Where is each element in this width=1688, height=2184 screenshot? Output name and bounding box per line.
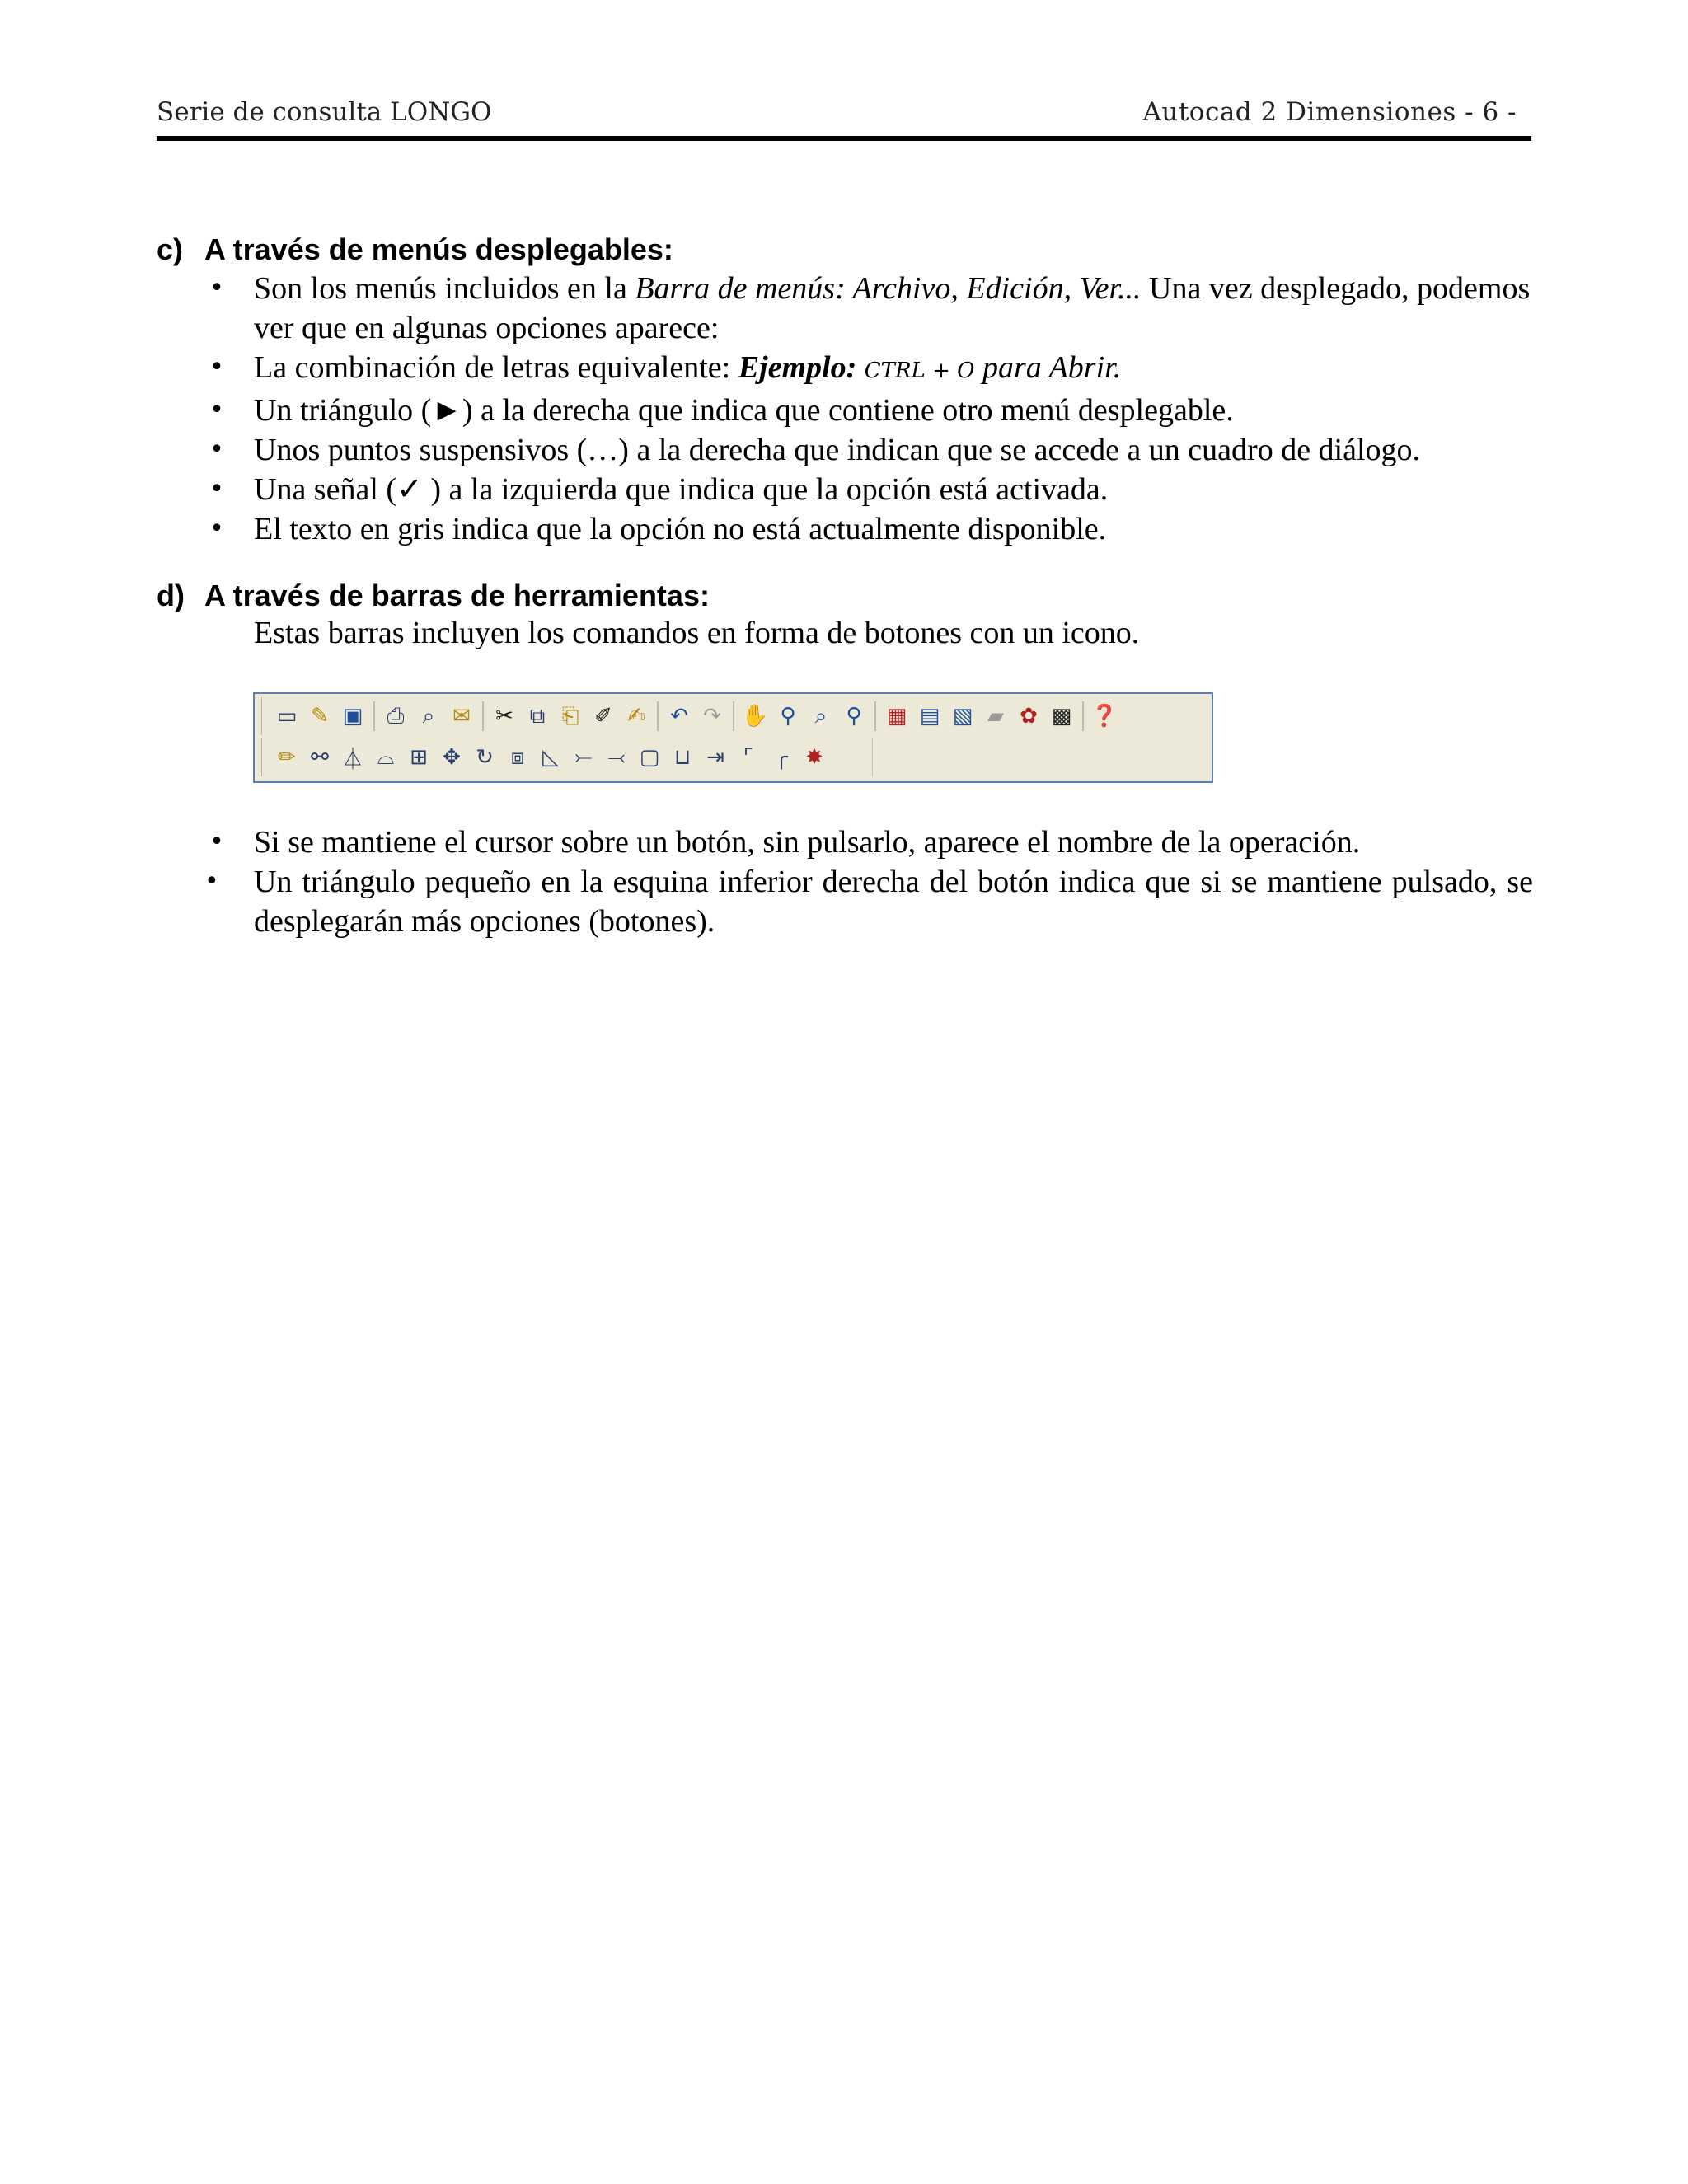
bullet-glyph: • [209, 827, 224, 856]
zoom-previous-icon[interactable]: ⚲ [846, 704, 862, 729]
toolbar-separator [373, 701, 375, 731]
print-icon[interactable]: ⎙ [387, 703, 405, 729]
trim-icon[interactable]: ⤚ [574, 744, 593, 770]
undo-icon[interactable]: ↶ [670, 704, 688, 729]
list-item [204, 862, 1533, 941]
toolbar-separator [874, 701, 876, 731]
shortcut-keys: CTRL + O [864, 359, 975, 383]
bullet-text: Un triángulo (►) a la derecha que indica que contiene otro menú desplegable. [254, 393, 1234, 428]
header-doc-title: Autocad 2 Dimensiones - 6 - [1142, 97, 1517, 127]
bullet-glyph: • [204, 867, 219, 896]
join-icon[interactable]: ⇥ [706, 745, 724, 770]
bullet-text: La combinación de letras equivalente: [254, 350, 738, 385]
new-icon[interactable]: ▭ [276, 704, 298, 729]
bullet-text: El texto en gris indica que la opción no está actualmente disponible. [254, 512, 1107, 546]
toolbar-separator [482, 701, 484, 731]
autocad-toolbar-image [253, 692, 1213, 783]
array-icon[interactable]: ⊞ [410, 745, 428, 770]
bullet-glyph: • [209, 396, 224, 424]
copy-icon[interactable]: ⧉ [529, 703, 546, 729]
bullet-glyph: • [209, 274, 224, 302]
list-item [204, 509, 1533, 549]
print-preview-icon[interactable]: ⌕ [422, 703, 435, 729]
bullet-italic-text: para Abrir. [982, 350, 1122, 385]
bullet-glyph: • [209, 353, 224, 382]
stretch-icon[interactable]: ◺ [542, 745, 559, 770]
offset-icon[interactable]: ⌓ [377, 744, 395, 770]
header-series-title: Serie de consulta LONGO [157, 97, 492, 127]
copy-object-icon[interactable]: ⚯ [311, 745, 329, 770]
redo-icon[interactable]: ↷ [703, 704, 721, 729]
list-item [204, 269, 1533, 348]
paste-icon[interactable]: ⎗ [561, 703, 579, 729]
save-icon[interactable]: ▣ [342, 704, 363, 729]
list-item [204, 430, 1533, 470]
example-label: Ejemplo: [738, 350, 857, 385]
section-c-title: A través de menús desplegables: [204, 232, 673, 266]
bullet-text: Unos puntos suspensivos (…) a la derecha que indican que se accede a un cuadro de diálogo. [254, 433, 1421, 467]
section-d-list [204, 823, 1533, 941]
bullet-glyph: • [209, 475, 224, 504]
section-d-letter: d) [157, 579, 185, 612]
section-d-intro: Estas barras incluyen los comandos en forma de botones con un icono. [254, 616, 1140, 650]
sheet-set-icon[interactable]: ▰ [987, 704, 1004, 729]
markup-icon[interactable]: ✿ [1020, 704, 1038, 729]
move-icon[interactable]: ✥ [443, 745, 461, 770]
list-item [204, 348, 1533, 391]
bullet-text: Si se mantiene el cursor sobre un botón, sin pulsarlo, aparece el nombre de la operación. [254, 825, 1361, 860]
toolbar-separator [1082, 701, 1084, 731]
open-icon[interactable]: ✎ [311, 704, 329, 729]
tool-palettes-icon[interactable]: ▧ [952, 704, 973, 729]
list-item [204, 823, 1533, 862]
fillet-icon[interactable]: ╭ [775, 745, 788, 770]
modify-toolbar-row [260, 738, 873, 776]
bullet-text: Una señal (✓ ) a la izquierda que indica que la opción está activada. [254, 472, 1109, 507]
bullet-italic-text: Barra de menús: Archivo, Edición, Ver... [635, 271, 1142, 306]
explode-icon[interactable]: ✸ [805, 745, 823, 770]
break-icon[interactable]: ⊔ [673, 745, 692, 770]
cut-icon[interactable]: ✂ [495, 704, 513, 729]
rotate-icon[interactable]: ↻ [476, 745, 494, 770]
erase-icon[interactable]: ✏ [278, 745, 296, 770]
scale-icon[interactable]: ⧈ [510, 744, 525, 770]
properties-icon[interactable]: ▦ [886, 704, 907, 729]
mirror-icon[interactable]: ⏃ [341, 747, 363, 772]
section-c-letter: c) [157, 232, 184, 266]
header-rule [157, 136, 1531, 141]
page-header [157, 97, 1533, 134]
extend-icon[interactable]: ⤙ [607, 744, 626, 770]
bullet-text: Un triángulo pequeño en la esquina inferior derecha del botón indica que si se mantiene pulsado, se desplegarán más opciones (botones). [254, 865, 1533, 939]
section-d-heading [157, 579, 710, 613]
section-c-heading [157, 232, 673, 267]
publish-icon[interactable]: ✉ [452, 704, 471, 729]
pan-icon[interactable]: ✋ [741, 704, 769, 729]
match-properties-icon[interactable]: ✐ [594, 704, 612, 729]
section-d-title: A través de barras de herramientas: [204, 579, 710, 612]
break-at-point-icon[interactable]: ▢ [639, 745, 660, 770]
toolbar-separator [657, 701, 659, 731]
zoom-window-icon[interactable]: ⌕ [814, 703, 828, 729]
toolbar-separator [733, 701, 734, 731]
bullet-text: Una vez desplegado, podemos ver que en algunas opciones aparece: [254, 271, 1531, 345]
chamfer-icon[interactable]: ⌜ [743, 745, 754, 770]
bullet-text: Son los menús incluidos en la [254, 271, 635, 306]
bullet-glyph: • [209, 514, 224, 543]
section-c-list [204, 269, 1533, 549]
list-item [204, 391, 1533, 430]
zoom-realtime-icon[interactable]: ⚲ [780, 704, 796, 729]
design-center-icon[interactable]: ▤ [919, 704, 940, 729]
bullet-glyph: • [209, 435, 224, 464]
list-item [204, 470, 1533, 509]
block-editor-icon[interactable]: ✍ [627, 704, 645, 729]
help-icon[interactable]: ❓ [1090, 704, 1118, 729]
standard-toolbar-row [260, 697, 1214, 735]
calculator-icon[interactable]: ▩ [1051, 704, 1072, 729]
